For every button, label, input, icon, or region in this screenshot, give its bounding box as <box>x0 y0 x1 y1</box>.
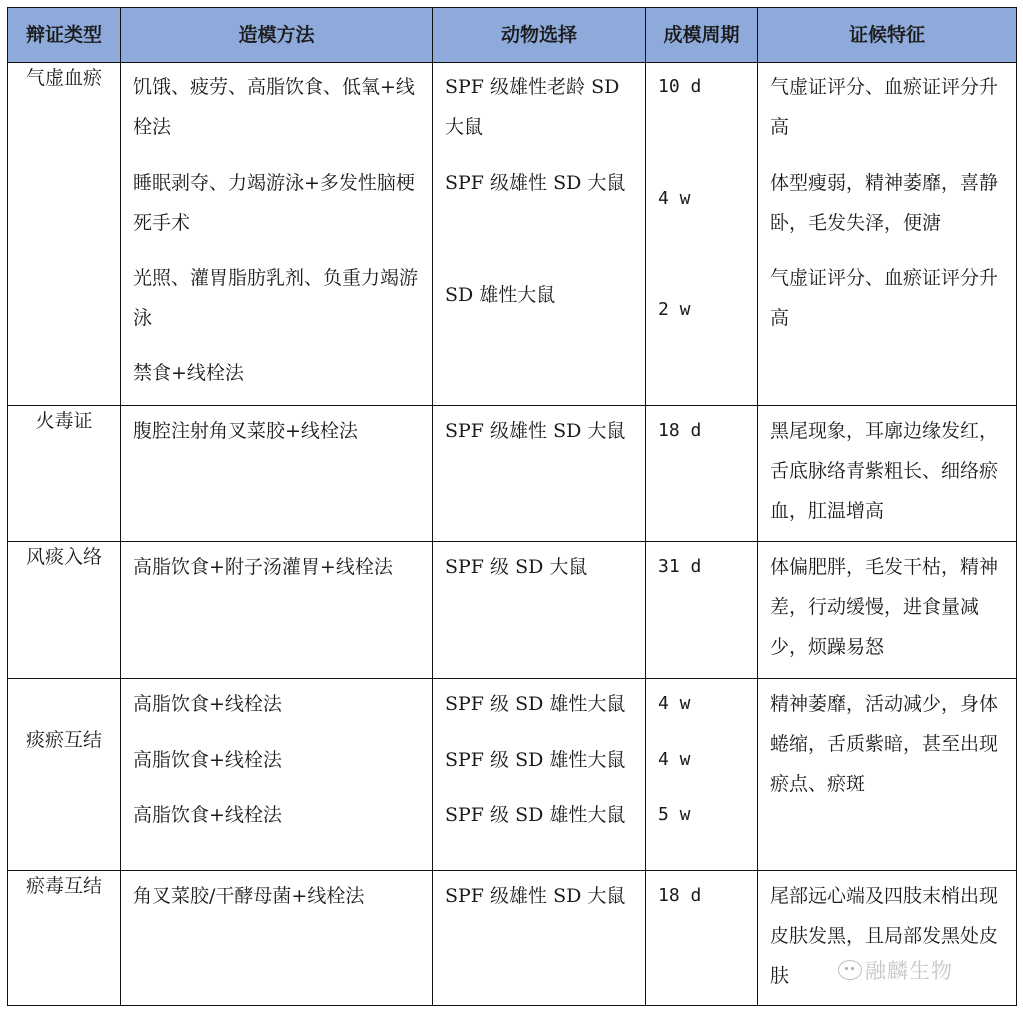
feature-text: 尾部远心端及四肢末梢出现皮肤发黑，且局部发黑处皮肤 <box>770 885 999 987</box>
period-text: 18 d <box>658 885 702 906</box>
feature-cell <box>758 542 1017 679</box>
feature-text: 精神萎靡，活动减少，身体蜷缩，舌质紫暗，甚至出现瘀点、瘀斑 <box>770 693 999 795</box>
table-header-row <box>8 8 1017 63</box>
method-text: 高脂饮食+附子汤灌胃+线栓法 <box>133 556 393 578</box>
period-cell <box>646 63 758 406</box>
period-text: 4 w <box>658 693 691 714</box>
method-cell <box>121 406 433 542</box>
animal-text: SPF 级雄性 SD 大鼠 <box>445 420 626 442</box>
feature-cell <box>758 406 1017 542</box>
period-text: 2 w <box>658 299 691 320</box>
animal-text: SPF 级雄性 SD 大鼠 <box>445 885 626 907</box>
method-text: 高脂饮食+线栓法 <box>133 749 282 771</box>
animal-text: SPF 级雄性 SD 大鼠 <box>445 172 626 194</box>
period-text: 10 d <box>658 76 702 97</box>
animal-text: SPF 级 SD 大鼠 <box>445 556 588 578</box>
period-text: 18 d <box>658 420 702 441</box>
animal-text: SPF 级雄性老龄 SD 大鼠 <box>445 76 620 138</box>
animal-cell <box>433 406 646 542</box>
period-text: 4 w <box>658 749 691 770</box>
method-text: 角叉菜胶/干酵母菌+线栓法 <box>133 885 365 907</box>
syndrome-model-table <box>7 7 1017 1006</box>
feature-cell <box>758 679 1017 871</box>
syndrome-type-cell: 气虚血瘀 <box>8 63 121 406</box>
method-cell <box>121 63 433 406</box>
syndrome-type-cell: 瘀毒互结 <box>8 871 121 1006</box>
animal-cell <box>433 679 646 871</box>
animal-cell <box>433 542 646 679</box>
animal-text: SD 雄性大鼠 <box>445 284 556 306</box>
period-text: 4 w <box>658 188 691 209</box>
feature-text: 气虚证评分、血瘀证评分升高 <box>770 76 999 138</box>
method-text: 光照、灌胃脂肪乳剂、负重力竭游泳 <box>133 267 419 329</box>
feature-text: 黑尾现象，耳廓边缘发红，舌底脉络青紫粗长、细络瘀血，肛温增高 <box>770 420 999 522</box>
method-text: 饥饿、疲劳、高脂饮食、低氧+线栓法 <box>133 76 415 138</box>
syndrome-type-cell: 痰瘀互结 <box>8 679 121 871</box>
table-row <box>8 542 1017 679</box>
header-modeling-period: 成模周期 <box>646 8 758 63</box>
header-modeling-method: 造模方法 <box>121 8 433 63</box>
method-cell <box>121 871 433 1006</box>
feature-text: 体型瘦弱，精神萎靡，喜静卧，毛发失泽，便溏 <box>770 172 999 234</box>
feature-cell <box>758 63 1017 406</box>
animal-text: SPF 级 SD 雄性大鼠 <box>445 693 626 715</box>
table-row <box>8 871 1017 1006</box>
table-row <box>8 679 1017 871</box>
animal-text: SPF 级 SD 雄性大鼠 <box>445 749 626 771</box>
period-cell <box>646 679 758 871</box>
animal-cell <box>433 63 646 406</box>
period-text: 31 d <box>658 556 702 577</box>
method-text: 腹腔注射角叉菜胶+线栓法 <box>133 420 358 442</box>
period-cell <box>646 871 758 1006</box>
period-cell <box>646 406 758 542</box>
method-text: 高脂饮食+线栓法 <box>133 693 282 715</box>
watermark-text: 融麟生物 <box>865 959 953 983</box>
table-row <box>8 406 1017 542</box>
feature-cell <box>758 871 1017 1006</box>
header-animal-selection: 动物选择 <box>433 8 646 63</box>
syndrome-type-cell: 火毒证 <box>8 406 121 542</box>
method-cell <box>121 679 433 871</box>
header-syndrome-features: 证候特征 <box>758 8 1017 63</box>
syndrome-type-cell: 风痰入络 <box>8 542 121 679</box>
header-syndrome-type: 辩证类型 <box>8 8 121 63</box>
period-cell <box>646 542 758 679</box>
method-cell <box>121 542 433 679</box>
animal-cell <box>433 871 646 1006</box>
method-text: 睡眠剥夺、力竭游泳+多发性脑梗死手术 <box>133 172 415 234</box>
feature-text: 体偏肥胖，毛发干枯，精神差，行动缓慢，进食量减少，烦躁易怒 <box>770 556 999 658</box>
animal-text: SPF 级 SD 雄性大鼠 <box>445 804 626 826</box>
table-row <box>8 63 1017 406</box>
method-text: 高脂饮食+线栓法 <box>133 804 282 826</box>
feature-text: 气虚证评分、血瘀证评分升高 <box>770 267 999 329</box>
method-text: 禁食+线栓法 <box>133 362 244 384</box>
period-text: 5 w <box>658 804 691 825</box>
